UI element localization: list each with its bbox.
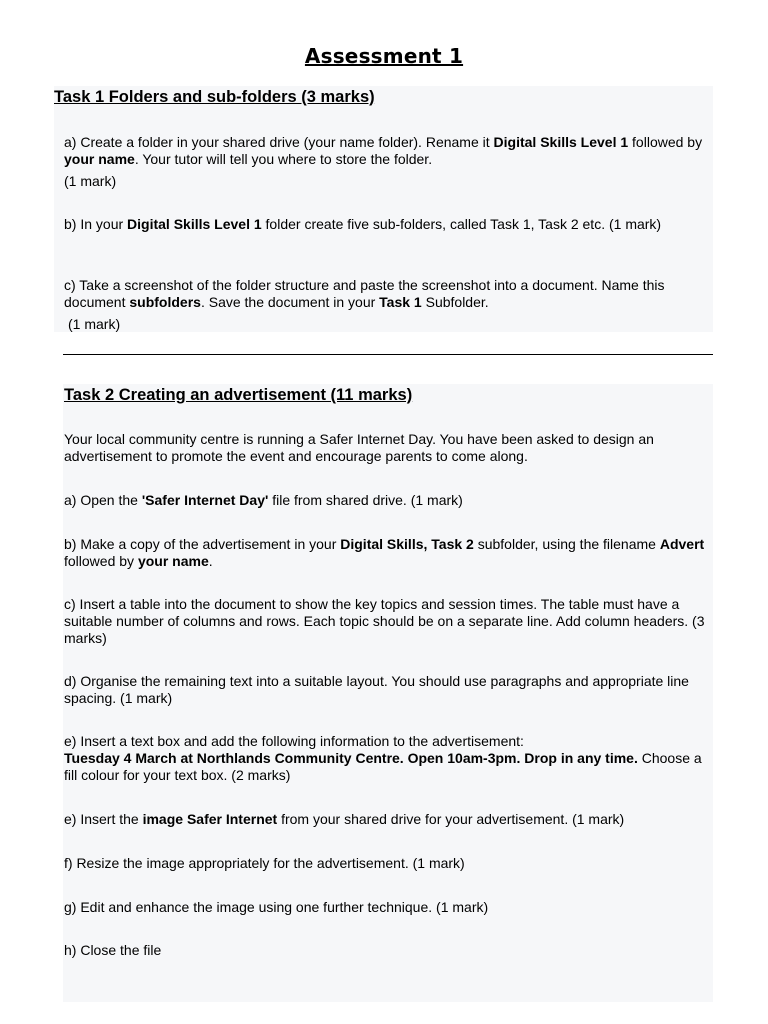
task2-a-file-name: 'Safer Internet Day' <box>141 492 269 508</box>
task1-item-b <box>64 216 708 233</box>
task1-b-text1: b) In your <box>64 216 128 232</box>
task1-c-text3: Subfolder. <box>421 294 489 310</box>
task1-heading: Task 1 Folders and sub-folders (3 marks) <box>54 88 375 106</box>
task2-item-e1 <box>64 733 708 784</box>
task1-a-text1: a) Create a folder in your shared drive (your name folder). Rename it <box>64 134 494 150</box>
task2-item-e2 <box>64 811 708 828</box>
task2-heading: Task 2 Creating an advertisement (11 marks) <box>64 386 413 404</box>
task1-item-c <box>64 277 708 311</box>
task2-intro: Your local community centre is running a Safer Internet Day. You have been asked to design an advertisement to promote the event and encourage parents to come along. <box>64 431 654 464</box>
task2-b-text2: subfolder, using the filename <box>473 536 660 552</box>
task2-b-text1: b) Make a copy of the advertisement in your <box>64 536 341 552</box>
section-divider <box>63 354 713 355</box>
task2-b-text3: followed by <box>64 553 138 569</box>
task1-c-text2: . Save the document in your <box>200 294 380 310</box>
task2-item-c: c) Insert a table into the document to show the key topics and session times. The table must have a suitable number of columns and rows. Each topic should be on a separate line. Add column headers. (3 marks) <box>64 596 705 646</box>
task2-b-filename: Advert <box>659 536 705 552</box>
task1-c-text1: c) Take a screenshot of the folder structure and paste the screenshot into a document. Name this document <box>64 277 665 310</box>
task2-item-f: f) Resize the image appropriately for the advertisement. (1 mark) <box>64 855 465 871</box>
task2-b-text4: . <box>208 553 213 569</box>
task2-a-text1: a) Open the <box>64 492 142 508</box>
task1-a-text3: . Your tutor will tell you where to store the folder. <box>134 151 433 167</box>
task1-c-mark: (1 mark) <box>68 316 121 332</box>
task2-item-h: h) Close the file <box>64 942 162 958</box>
task1-c-doc-name: subfolders <box>129 294 201 310</box>
document-title: Assessment 1 <box>304 44 464 68</box>
task2-e1-event-details: Tuesday 4 March at Northlands Community Centre. Open 10am-3pm. Drop in any time. <box>64 750 638 766</box>
task2-e1-text1: e) Insert a text box and add the following information to the advertisement: <box>64 733 524 749</box>
task2-item-d: d) Organise the remaining text into a suitable layout. You should use paragraphs and appropriate line spacing. (1 mark) <box>64 673 689 706</box>
task1-b-text2: folder create five sub-folders, called Task 1, Task 2 etc. (1 mark) <box>261 216 662 232</box>
task2-b-your-name: your name <box>137 553 209 569</box>
task2-item-g: g) Edit and enhance the image using one further technique. (1 mark) <box>64 899 489 915</box>
task2-e1-text2: Choose a fill colour for your text box. (2 marks) <box>64 750 702 783</box>
task1-a-text2: followed by <box>628 134 703 150</box>
task1-b-folder-name: Digital Skills Level 1 <box>127 216 262 232</box>
task2-e2-text2: from your shared drive for your advertisement. (1 mark) <box>277 811 625 827</box>
task2-b-folder: Digital Skills, Task 2 <box>340 536 474 552</box>
task2-e2-text1: e) Insert the <box>64 811 143 827</box>
task1-a-folder-name: Digital Skills Level 1 <box>493 134 629 150</box>
task1-a-your-name: your name <box>64 151 135 167</box>
task1-c-folder: Task 1 <box>379 294 422 310</box>
task1-a-mark: (1 mark) <box>64 173 117 189</box>
task2-item-a <box>64 492 708 509</box>
task2-a-text2: file from shared drive. (1 mark) <box>268 492 463 508</box>
task1-item-a <box>64 134 708 168</box>
task2-item-b <box>64 536 708 570</box>
task2-e2-image-name: image Safer Internet <box>142 811 278 827</box>
